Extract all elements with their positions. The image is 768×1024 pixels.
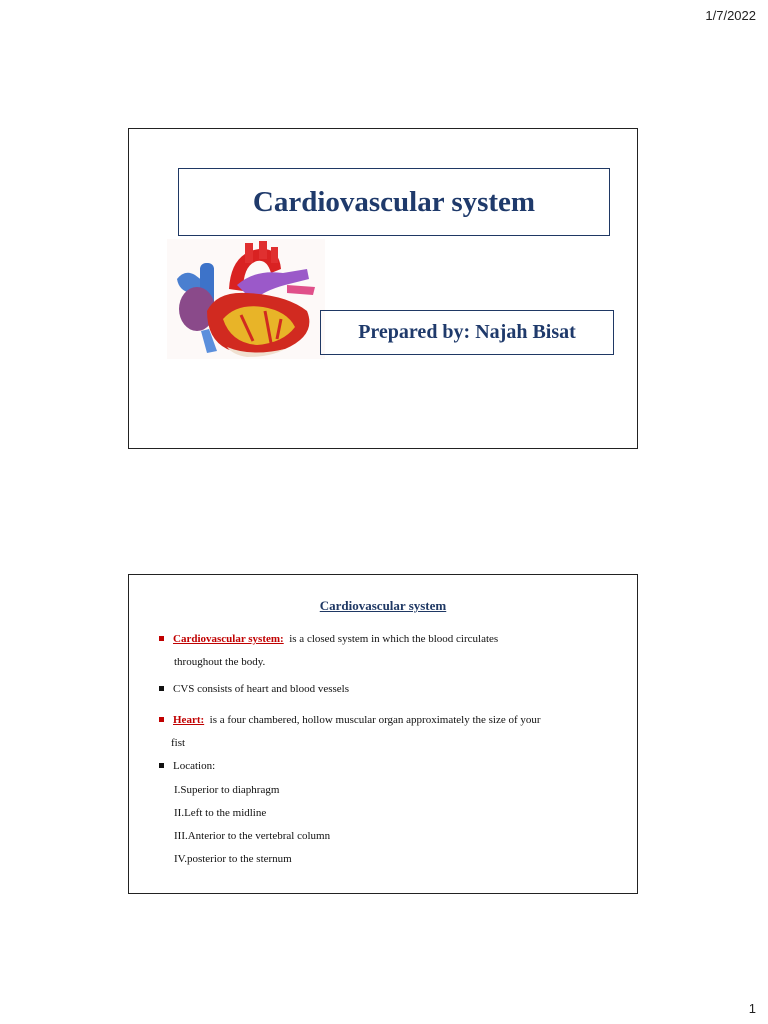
bullet-continuation: throughout the body. [174,656,266,668]
heart-illustration [167,239,325,359]
author-text: Prepared by: Najah Bisat [358,321,576,343]
bullet-icon [159,636,164,641]
page-number: 1 [748,1001,756,1016]
bullet-cvs-consists [159,678,609,701]
bullet-heart-definition [159,709,619,755]
term-heart: Heart: [173,714,205,726]
bullet-location [159,755,609,778]
page-date: 1/7/2022 [705,8,756,23]
slide-title-text: Cardiovascular system [252,185,536,218]
location-item: II.Left to the midline [174,807,267,819]
bullet-text: is a four chambered, hollow muscular organ approximately the size of your [209,714,541,726]
bullet-icon [159,763,164,768]
slide2-title: Cardiovascular system [319,598,447,613]
bullet-text: Location: [173,760,216,772]
bullet-cvs-definition [159,628,609,674]
slide-title [128,128,638,449]
bullet-text: is a closed system in which the blood circulates [289,633,499,645]
slide-content [128,574,638,894]
term-cvs: Cardiovascular system: [173,633,284,645]
bullet-icon [159,717,164,722]
title-box [178,168,610,236]
author-box [320,310,614,355]
bullet-text: CVS consists of heart and blood vessels [173,683,349,695]
location-item: I.Superior to diaphragm [174,784,280,796]
bullet-continuation: fist [171,737,186,749]
bullet-icon [159,686,164,691]
location-item: IV.posterior to the sternum [174,853,292,865]
location-item: III.Anterior to the vertebral column [174,830,331,842]
